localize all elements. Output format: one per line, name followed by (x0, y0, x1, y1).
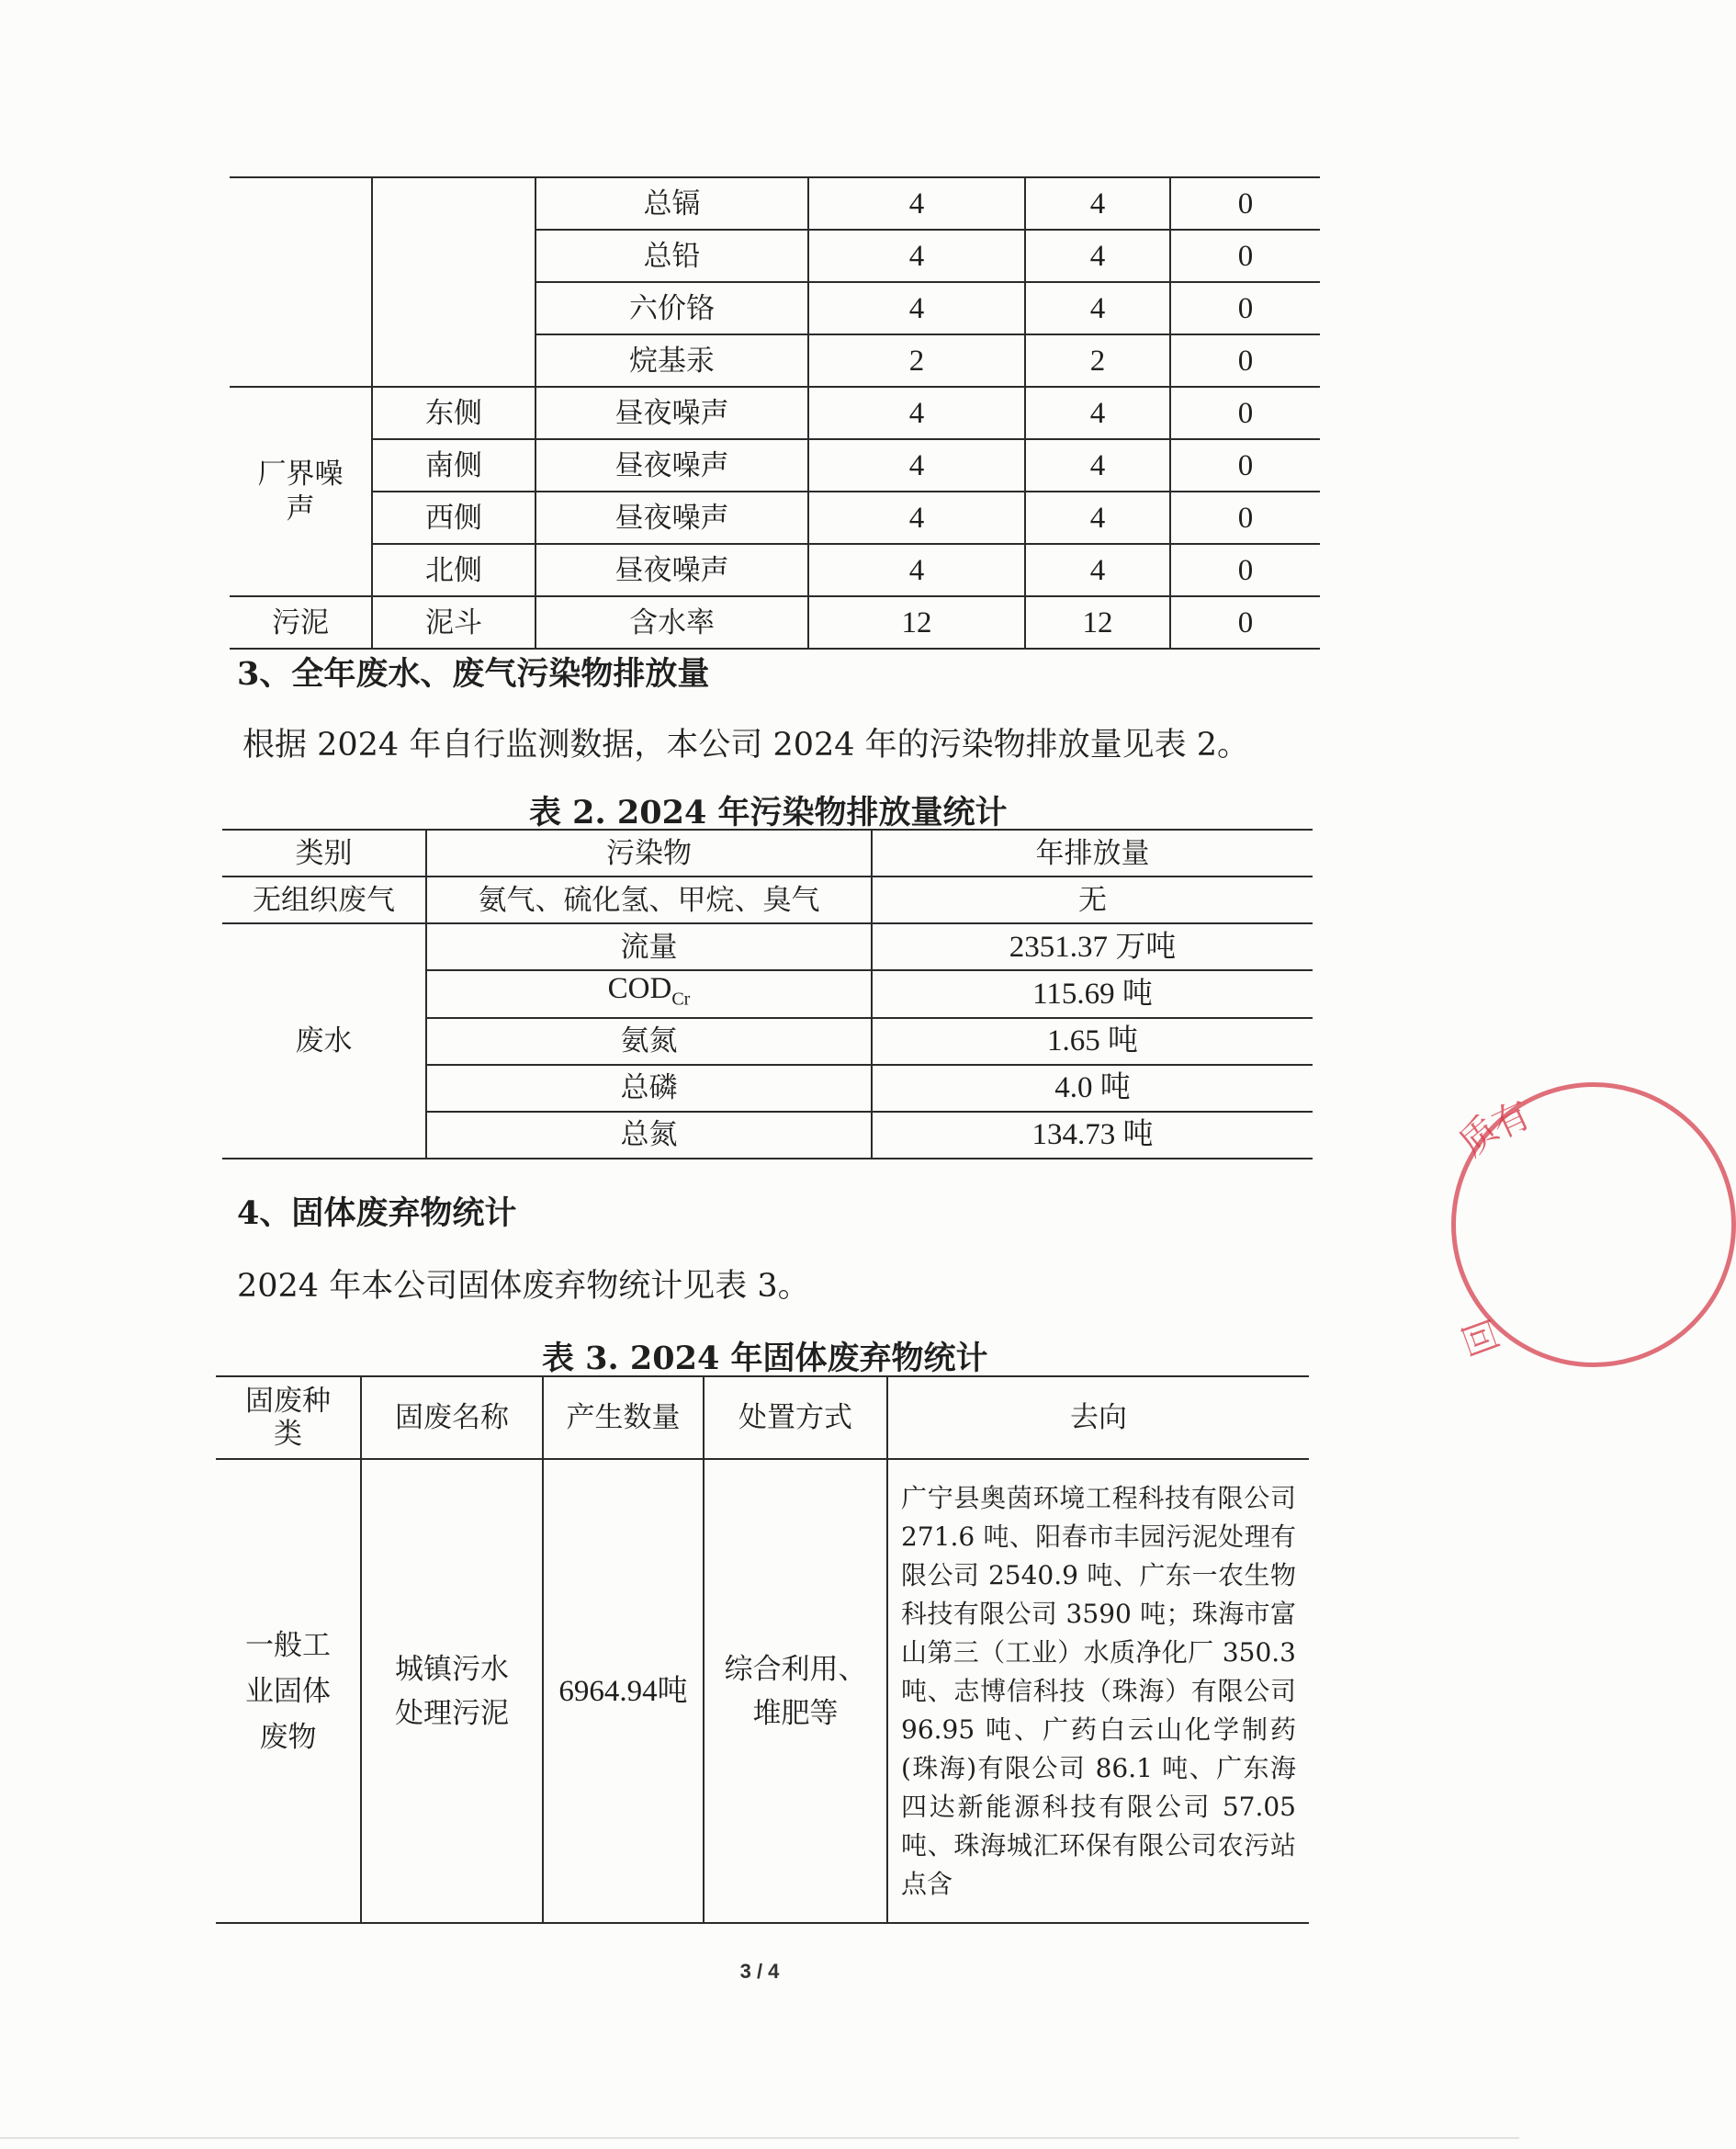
section-3-paragraph: 根据 2024 年自行监测数据，本公司 2024 年的污染物排放量见表 2。 (242, 727, 1250, 763)
monitoring-table (230, 176, 1320, 650)
pollutant-cell: 总磷 (426, 1065, 872, 1112)
value-cell: 4 (808, 387, 1025, 439)
value-cell: 4 (1025, 230, 1170, 282)
table-row (230, 492, 1320, 544)
pollutant-cell (426, 970, 872, 1018)
page-number: 3 / 4 (739, 1960, 780, 1983)
quantity-cell: 6964.94吨 (543, 1459, 704, 1923)
value-cell: 4 (1025, 492, 1170, 544)
value-cell: 4 (808, 230, 1025, 282)
item-cell: 烷基汞 (535, 334, 808, 387)
value-cell: 0 (1170, 282, 1320, 334)
section-3-heading: 3、全年废水、废气污染物排放量 (237, 655, 710, 693)
amount-cell: 115.69 吨 (872, 970, 1313, 1018)
section-4-heading: 4、固体废弃物统计 (237, 1194, 517, 1232)
column-header: 产生数量 (543, 1376, 704, 1459)
value-cell: 0 (1170, 177, 1320, 230)
value-cell: 4 (808, 439, 1025, 492)
value-cell: 0 (1170, 439, 1320, 492)
table-row (216, 1459, 1309, 1923)
column-header: 年排放量 (872, 830, 1313, 877)
value-cell: 4 (1025, 439, 1170, 492)
pollutant-subscript: Cr (671, 989, 691, 1010)
location-cell (372, 177, 535, 387)
table-2-caption: 表 2. 2024 年污染物排放量统计 (529, 794, 1008, 831)
column-header: 类别 (222, 830, 426, 877)
location-cell: 北侧 (372, 544, 535, 596)
waste-name-cell: 城镇污水处理污泥 (361, 1459, 543, 1923)
table-header-row (216, 1376, 1309, 1459)
item-cell: 昼夜噪声 (535, 439, 808, 492)
column-header: 污染物 (426, 830, 872, 877)
item-cell: 昼夜噪声 (535, 387, 808, 439)
column-header: 固废名称 (361, 1376, 543, 1459)
column-header: 去向 (887, 1376, 1309, 1459)
emissions-table (222, 829, 1313, 1159)
item-cell: 昼夜噪声 (535, 544, 808, 596)
value-cell: 4 (1025, 177, 1170, 230)
location-cell: 东侧 (372, 387, 535, 439)
location-cell: 泥斗 (372, 596, 535, 649)
value-cell: 0 (1170, 387, 1320, 439)
value-cell: 2 (808, 334, 1025, 387)
value-cell: 0 (1170, 596, 1320, 649)
item-cell: 总镉 (535, 177, 808, 230)
amount-cell: 1.65 吨 (872, 1018, 1313, 1065)
table-3-caption: 表 3. 2024 年固体废弃物统计 (542, 1340, 988, 1377)
pollutant-cell: 氨氮 (426, 1018, 872, 1065)
seal-char: 有 (1485, 1093, 1538, 1148)
table-row (222, 923, 1313, 970)
item-cell: 含水率 (535, 596, 808, 649)
value-cell: 4 (808, 492, 1025, 544)
table-row (230, 596, 1320, 649)
table-row (222, 877, 1313, 923)
amount-cell: 4.0 吨 (872, 1065, 1313, 1112)
value-cell: 12 (1025, 596, 1170, 649)
table-header-row (222, 830, 1313, 877)
value-cell: 4 (808, 282, 1025, 334)
category-cell: 厂界噪声 (230, 387, 372, 596)
item-cell: 总铅 (535, 230, 808, 282)
seal-stamp-icon (1440, 1075, 1538, 1397)
table-row (230, 439, 1320, 492)
value-cell: 4 (808, 544, 1025, 596)
value-cell: 2 (1025, 334, 1170, 387)
table-row (230, 387, 1320, 439)
amount-cell: 无 (872, 877, 1313, 923)
value-cell: 0 (1170, 334, 1320, 387)
category-cell (230, 177, 372, 387)
section-4-paragraph: 2024 年本公司固体废弃物统计见表 3。 (237, 1268, 810, 1305)
disposal-cell: 综合利用、堆肥等 (704, 1459, 887, 1923)
pollutant-cell: 总氮 (426, 1112, 872, 1159)
value-cell: 4 (1025, 544, 1170, 596)
waste-type-cell: 一般工业固体废物 (216, 1459, 361, 1923)
seal-char: 质 (1451, 1108, 1507, 1165)
category-cell: 无组织废气 (222, 877, 426, 923)
value-cell: 4 (808, 177, 1025, 230)
value-cell: 12 (808, 596, 1025, 649)
value-cell: 4 (1025, 387, 1170, 439)
scan-edge (0, 2137, 1519, 2139)
item-cell: 六价铬 (535, 282, 808, 334)
table-row (230, 177, 1320, 230)
value-cell: 4 (1025, 282, 1170, 334)
table-row (230, 544, 1320, 596)
value-cell: 0 (1170, 492, 1320, 544)
category-cell: 污泥 (230, 596, 372, 649)
amount-cell: 2351.37 万吨 (872, 923, 1313, 970)
solid-waste-table (216, 1375, 1309, 1924)
amount-cell: 134.73 吨 (872, 1112, 1313, 1159)
location-cell: 西侧 (372, 492, 535, 544)
pollutant-cell: 流量 (426, 923, 872, 970)
location-cell: 南侧 (372, 439, 535, 492)
category-cell: 废水 (222, 923, 426, 1159)
column-header: 固废种类 (216, 1376, 361, 1459)
column-header: 处置方式 (704, 1376, 887, 1459)
seal-char: 回 (1455, 1312, 1508, 1362)
value-cell: 0 (1170, 230, 1320, 282)
item-cell: 昼夜噪声 (535, 492, 808, 544)
destination-cell: 广宁县奥茵环境工程科技有限公司 271.6 吨、阳春市丰园污泥处理有限公司 2540.9 吨、广东一农生物科技有限公司 3590 吨；珠海市富山第三（工业）水质净化厂 350.3 吨、志博信科技（珠海）有限公司 96.95 吨、广药白云山化学制药(珠海)有限公司 86.1 吨、广东海四达新能源科技有限公司 57.05 吨、珠海城汇环保有限公司农污站点含 (887, 1459, 1309, 1923)
value-cell: 0 (1170, 544, 1320, 596)
pollutant-cell: 氨气、硫化氢、甲烷、臭气 (426, 877, 872, 923)
pollutant-main: COD (607, 972, 672, 1005)
